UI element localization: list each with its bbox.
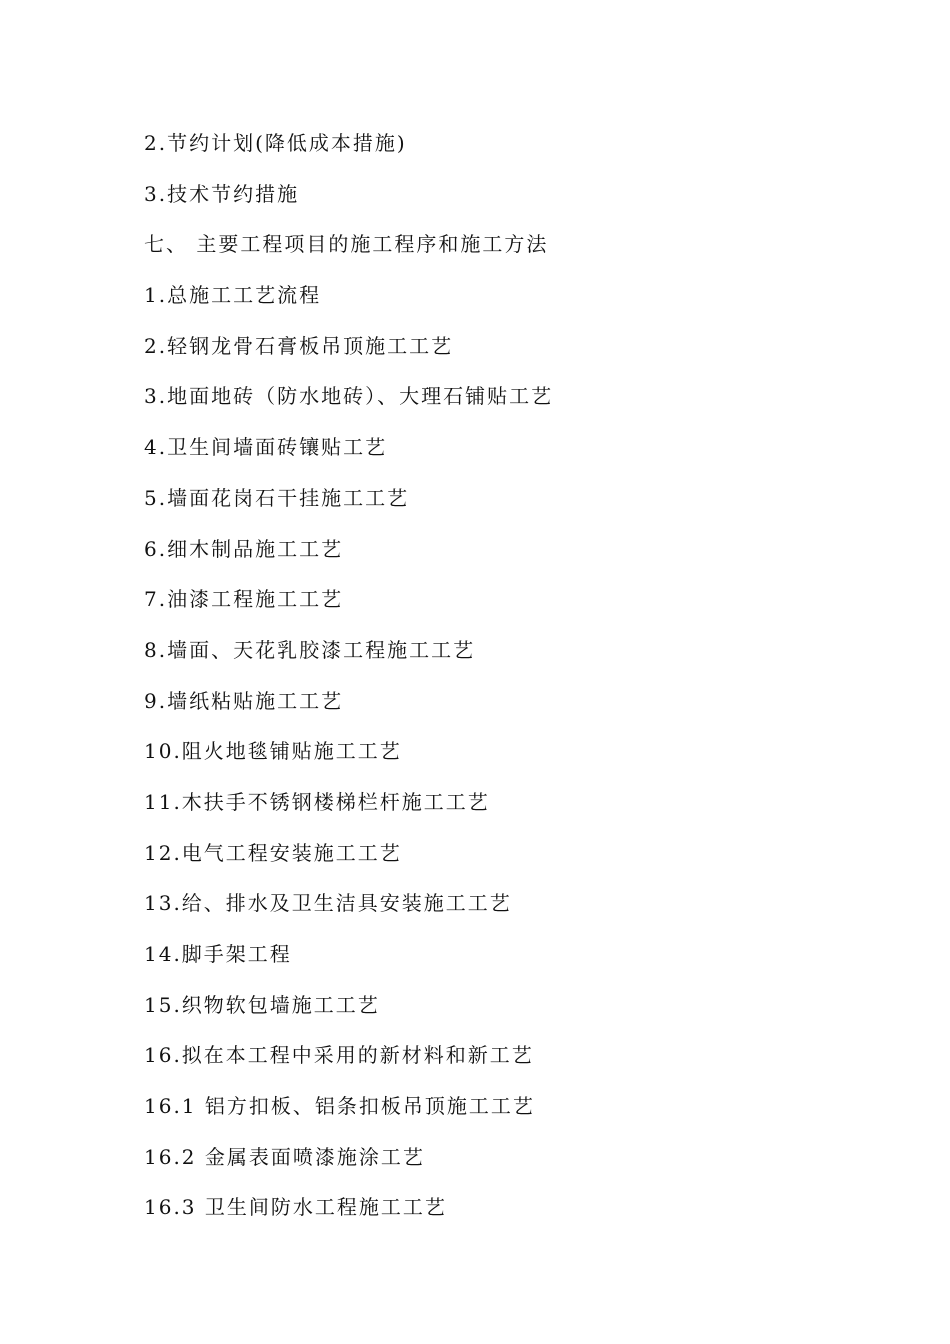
outline-item: 12.电气工程安装施工工艺 — [144, 840, 402, 865]
outline-item: 7.油漆工程施工工艺 — [144, 587, 344, 612]
outline-item: 13.给、排水及卫生洁具安装施工工艺 — [144, 891, 512, 916]
outline-item: 2.轻钢龙骨石膏板吊顶施工工艺 — [144, 333, 454, 358]
outline-item: 11.木扶手不锈钢楼梯栏杆施工工艺 — [144, 789, 490, 814]
outline-item: 6.细木制品施工工艺 — [144, 536, 344, 561]
outline-item: 5.墙面花岗石干挂施工工艺 — [144, 485, 410, 510]
outline-item: 14.脚手架工程 — [144, 942, 292, 966]
outline-item: 1.总施工工艺流程 — [144, 283, 322, 308]
outline-item: 8.墙面、天花乳胶漆工程施工工艺 — [144, 637, 476, 662]
outline-subitem: 16.2 金属表面喷漆施涂工艺 — [144, 1144, 425, 1169]
section-heading: 七、 主要工程项目的施工程序和施工方法 — [144, 232, 549, 257]
outline-list — [144, 126, 844, 1241]
outline-subitem: 16.3 卫生间防水工程施工工艺 — [144, 1195, 447, 1220]
outline-item: 9.墙纸粘贴施工工艺 — [144, 688, 344, 713]
outline-item: 16.拟在本工程中采用的新材料和新工艺 — [144, 1043, 534, 1068]
outline-item: 4.卫生间墙面砖镶贴工艺 — [144, 435, 388, 460]
outline-item: 3.地面地砖（防水地砖）、大理石铺贴工艺 — [144, 384, 554, 409]
outline-item: 2.节约计划(降低成本措施) — [144, 131, 407, 155]
outline-item: 3.技术节约措施 — [144, 181, 300, 206]
outline-item: 10.阻火地毯铺贴施工工艺 — [144, 739, 402, 764]
outline-item: 15.织物软包墙施工工艺 — [144, 992, 380, 1017]
outline-subitem: 16.1 铝方扣板、铝条扣板吊顶施工工艺 — [144, 1094, 535, 1119]
